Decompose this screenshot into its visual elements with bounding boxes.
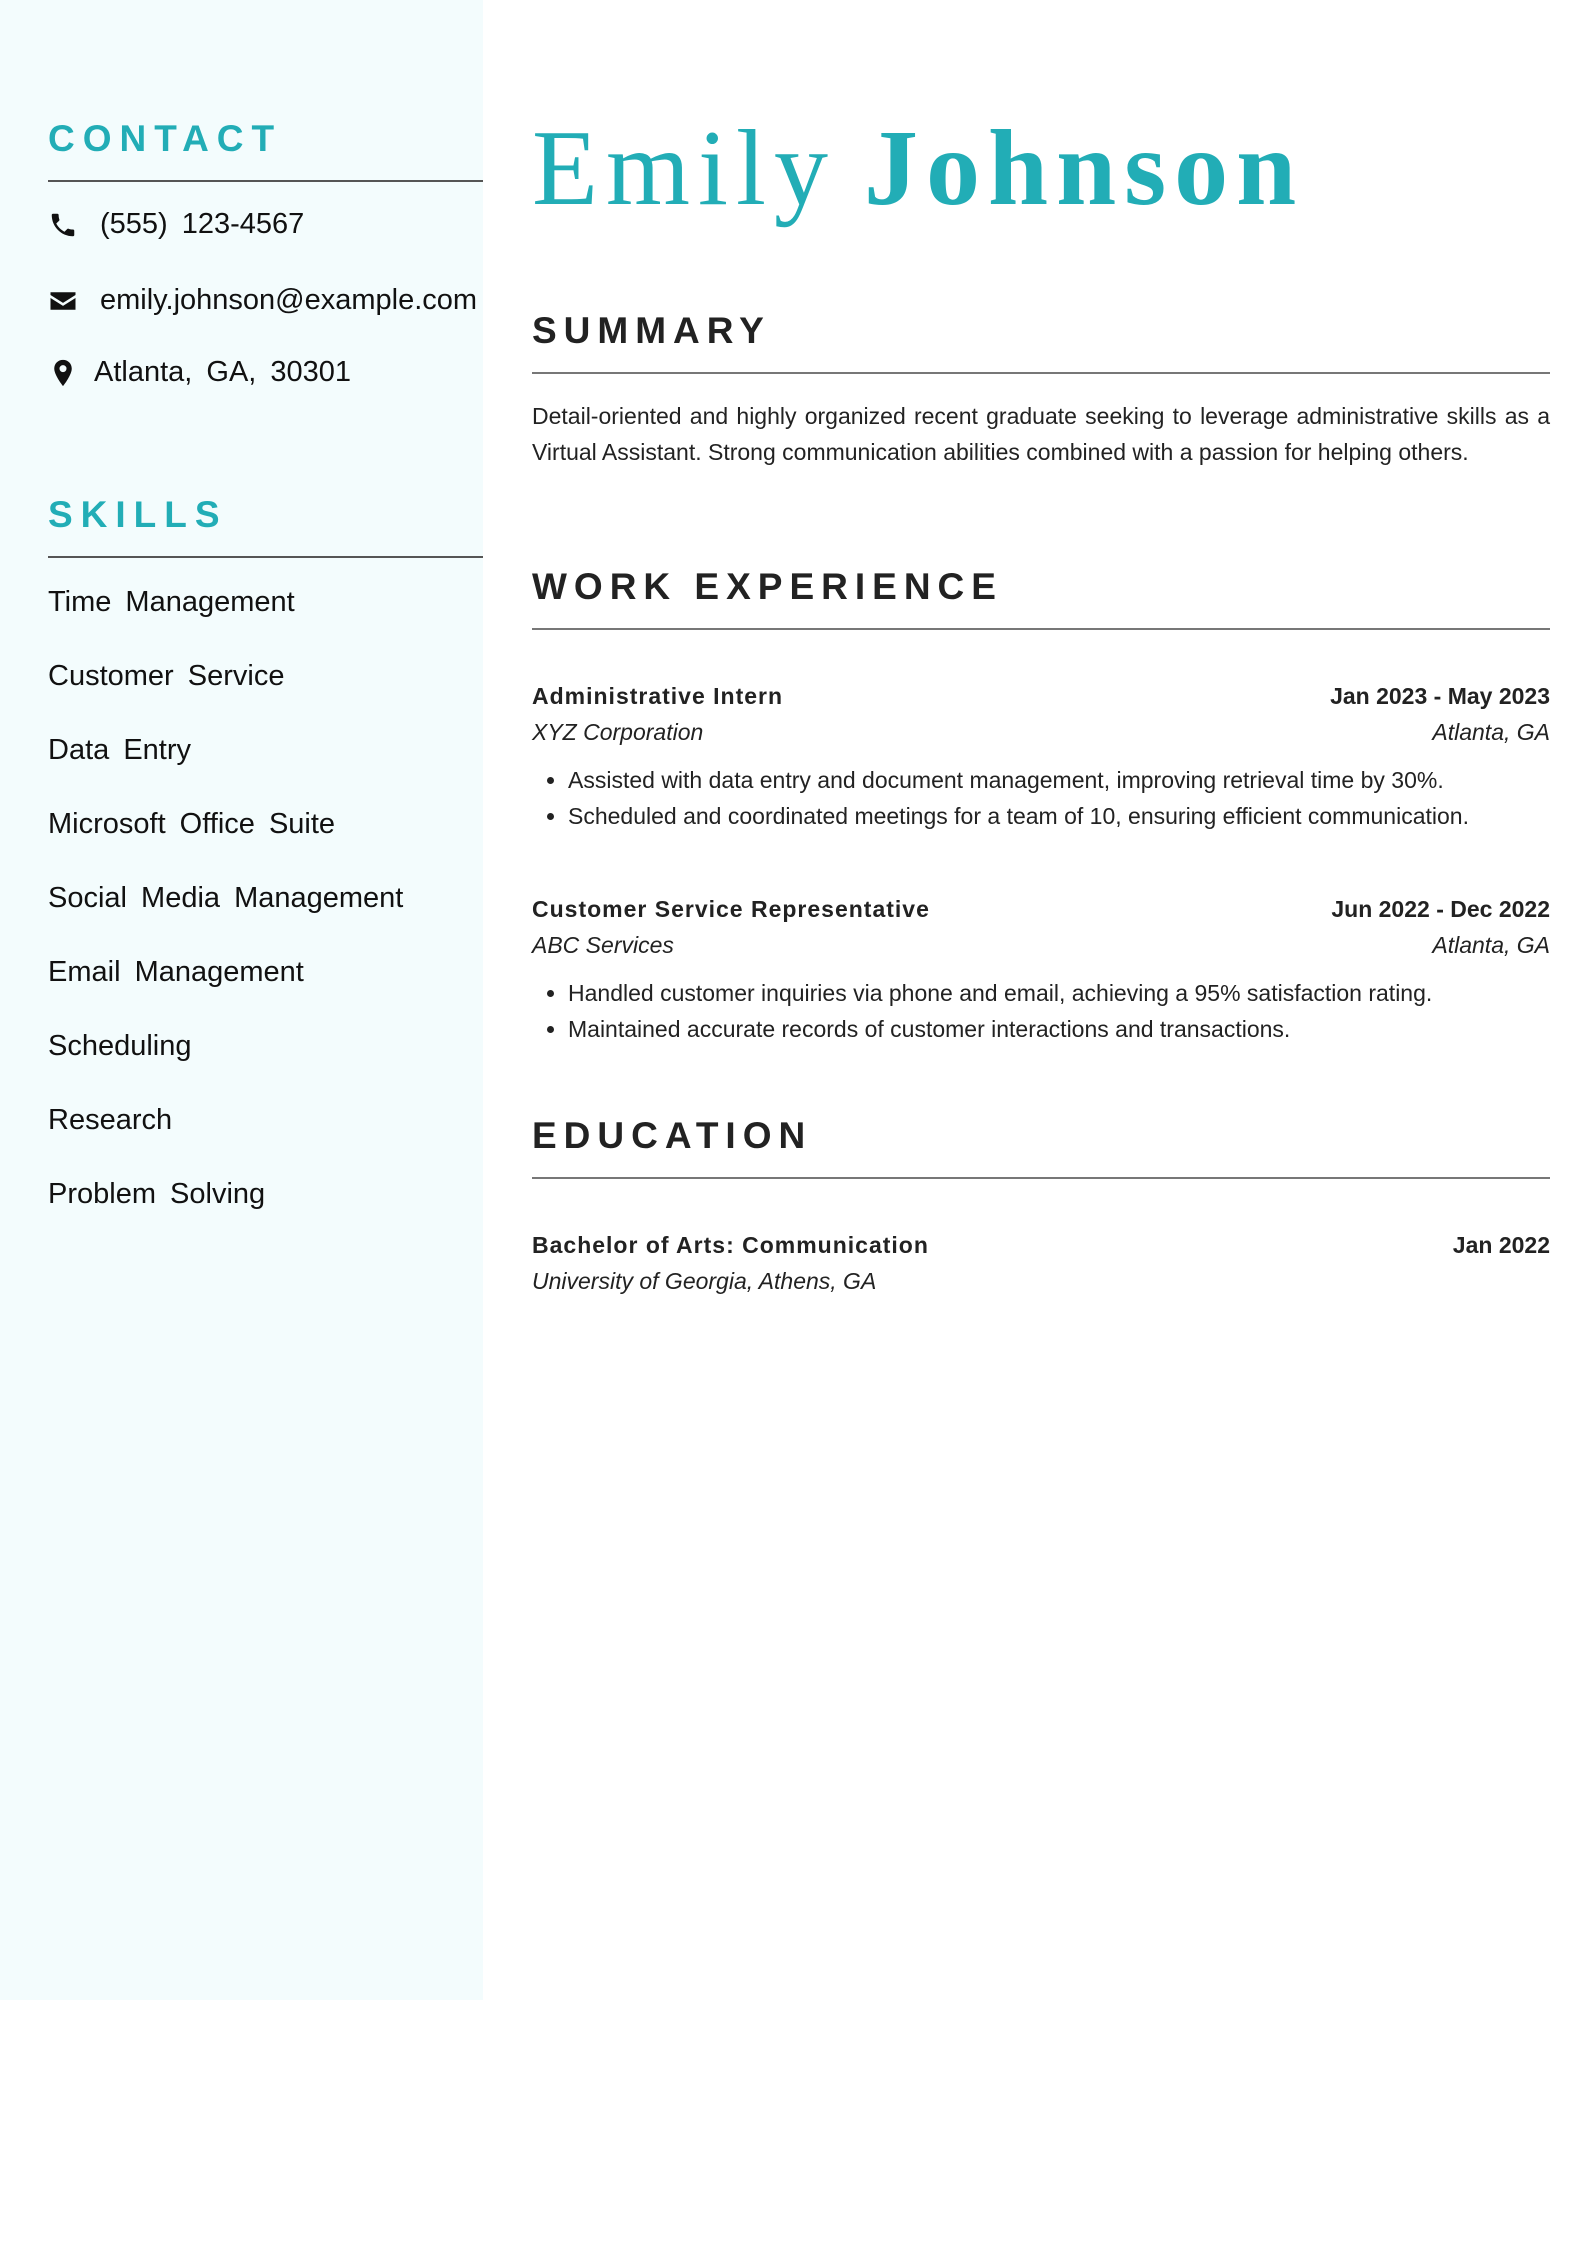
skill-item: Problem Solving (48, 1178, 266, 1210)
summary-divider (532, 372, 1550, 374)
skills-list (48, 580, 403, 1246)
location-text: Atlanta, GA, 30301 (94, 356, 352, 388)
education-entry (532, 1227, 1550, 1299)
contact-heading: CONTACT (48, 118, 283, 159)
school-name: University of Georgia, Athens, GA (532, 1268, 877, 1294)
job-dates: Jun 2022 - Dec 2022 (1331, 896, 1550, 922)
contact-phone (48, 208, 304, 241)
map-pin-icon (48, 358, 78, 388)
job-bullet: • Assisted with data entry and document management, improving retrieval time by 30%. (568, 762, 1550, 798)
job-location: Atlanta, GA (1432, 719, 1550, 745)
job-entry (532, 891, 1550, 1047)
education-header (532, 1227, 1550, 1263)
skill-item: Research (48, 1104, 173, 1136)
job-bullet: • Handled customer inquiries via phone and email, achieving a 95% satisfaction rating. (568, 975, 1550, 1011)
degree-title: Bachelor of Arts: Communication (532, 1232, 929, 1258)
work-experience-divider (532, 628, 1550, 630)
contact-location (48, 356, 351, 389)
skill-item: Email Management (48, 956, 304, 988)
skill-item: Data Entry (48, 734, 191, 766)
skill-item: Time Management (48, 586, 295, 618)
job-dates: Jan 2023 - May 2023 (1330, 683, 1550, 709)
job-header (532, 678, 1550, 714)
job-entry (532, 678, 1550, 834)
phone-number[interactable]: (555) 123-4567 (100, 208, 305, 240)
job-location: Atlanta, GA (1432, 932, 1550, 958)
job-header (532, 891, 1550, 927)
summary-text: Detail-oriented and highly organized recent graduate seeking to leverage administrative skills as a Virtual Assistant. Strong communication abilities combined with a passion for helping others. (532, 403, 1550, 465)
education-subheader (532, 1263, 1550, 1299)
skill-item: Microsoft Office Suite (48, 808, 336, 840)
sidebar (0, 0, 483, 2000)
education-date: Jan 2022 (1452, 1232, 1550, 1258)
job-subheader (532, 714, 1550, 750)
skill-item: Customer Service (48, 660, 285, 692)
job-company: ABC Services (532, 932, 674, 958)
email-address[interactable]: emily.johnson@example.com (100, 284, 478, 316)
job-company: XYZ Corporation (532, 719, 704, 745)
first-name: Emily (532, 109, 836, 228)
skills-divider (48, 556, 483, 558)
job-bullet: • Maintained accurate records of customer interactions and transactions. (568, 1011, 1550, 1047)
summary-heading: SUMMARY (532, 310, 771, 351)
job-subheader (532, 927, 1550, 963)
phone-icon (48, 210, 78, 240)
education-heading: EDUCATION (532, 1115, 813, 1156)
candidate-name (532, 110, 1304, 229)
job-bullets (532, 762, 1550, 834)
envelope-icon (48, 286, 78, 316)
work-experience-heading: WORK EXPERIENCE (532, 566, 1003, 607)
job-title: Administrative Intern (532, 683, 784, 709)
skills-heading: SKILLS (48, 494, 228, 535)
contact-divider (48, 180, 483, 182)
last-name: Johnson (864, 109, 1305, 228)
education-divider (532, 1177, 1550, 1179)
job-title: Customer Service Representative (532, 896, 930, 922)
job-bullet: • Scheduled and coordinated meetings for a team of 10, ensuring efficient communication. (568, 798, 1550, 834)
contact-email (48, 284, 477, 317)
skill-item: Scheduling (48, 1030, 192, 1062)
skill-item: Social Media Management (48, 882, 404, 914)
job-bullets (532, 975, 1550, 1047)
